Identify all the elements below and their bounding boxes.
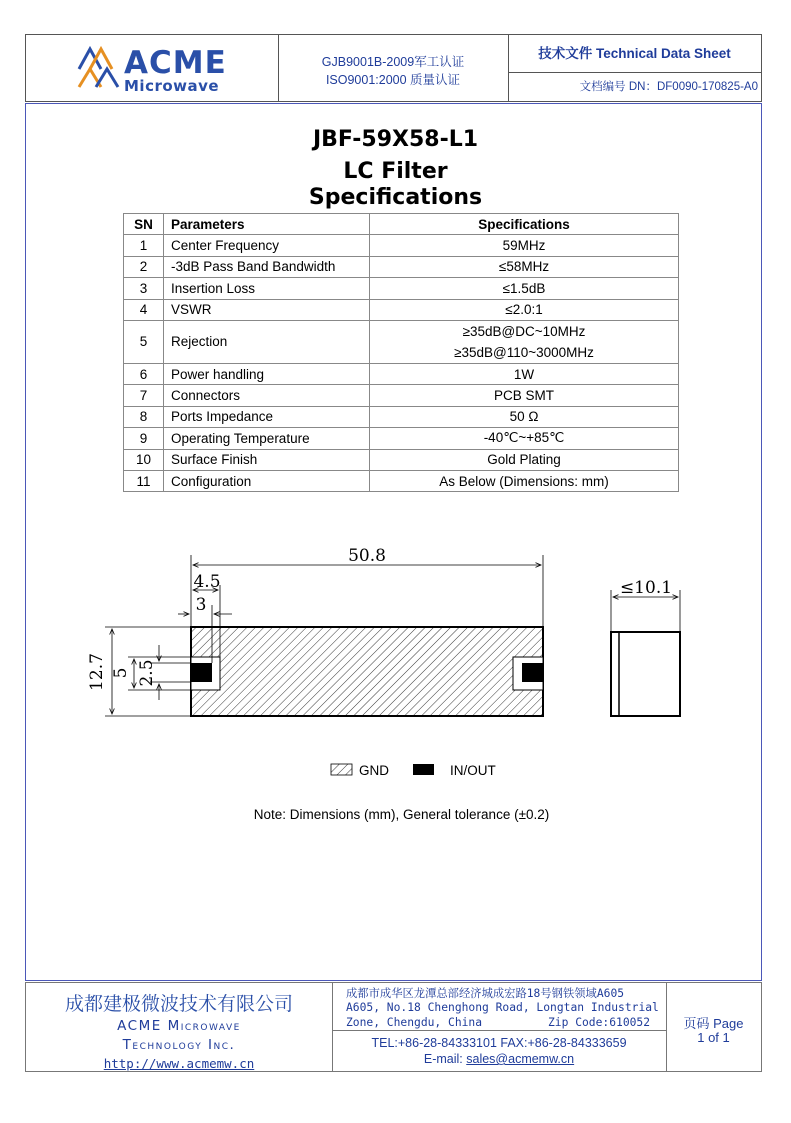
- dimension-drawing: [0, 530, 791, 790]
- row-param: Connectors: [164, 385, 370, 406]
- doc-number: 文档编号 DN：DF0090-170825-A0: [579, 81, 758, 93]
- legend-io-swatch: [413, 764, 434, 775]
- row-spec: 50 Ω: [370, 406, 679, 427]
- model-title: JBF-59X58-L1: [312, 127, 479, 152]
- table-row: [124, 278, 679, 299]
- dim-height-label: 12.7: [87, 653, 107, 691]
- tolerance-note: Note: Dimensions (mm), General tolerance (±0.2): [253, 807, 550, 822]
- dim-pad-span-label: 5: [111, 667, 131, 679]
- cert-iso: ISO9001:2000 质量认证: [325, 73, 461, 87]
- table-row: [124, 299, 679, 320]
- row-param: -3dB Pass Band Bandwidth: [164, 256, 370, 277]
- email-label: E-mail:: [423, 1052, 467, 1066]
- dim-depth-label: ≤10.1: [619, 578, 673, 598]
- table-row: [124, 406, 679, 427]
- row-sn: 4: [124, 299, 164, 320]
- row-spec: ≤58MHz: [370, 256, 679, 277]
- table-row: [124, 428, 679, 449]
- row-param: Insertion Loss: [164, 278, 370, 299]
- row-sn: 7: [124, 385, 164, 406]
- rejection-low: ≥35dB@DC~10MHz: [462, 323, 586, 339]
- dim-pad-height-label: 2.5: [137, 659, 157, 687]
- row-sn: 10: [124, 449, 164, 470]
- acme-logo-icon: [76, 41, 122, 95]
- filter-body: [191, 627, 543, 716]
- table-row: [124, 449, 679, 470]
- row-param: Rejection: [164, 320, 370, 363]
- row-spec: -40℃~+85℃: [370, 428, 679, 449]
- row-spec: ≤2.0:1: [370, 299, 679, 320]
- email-link[interactable]: sales@acmemw.cn: [466, 1052, 575, 1066]
- tel-fax: TEL:+86-28-84333101 FAX:+86-28-84333659: [371, 1036, 627, 1050]
- row-param: Configuration: [164, 470, 370, 491]
- row-sn: 5: [124, 320, 164, 363]
- row-spec: 59MHz: [370, 235, 679, 256]
- email-line: [332, 1052, 666, 1066]
- company-cell: [26, 983, 333, 1071]
- col-parameters: Parameters: [164, 214, 370, 235]
- dim-length-label: 50.8: [348, 546, 386, 566]
- legend-gnd-swatch: [331, 764, 352, 775]
- certifications: [278, 35, 509, 101]
- dim-pad-width-label: 3: [195, 595, 207, 615]
- table-row: [124, 235, 679, 256]
- logo-sub: Microwave: [124, 77, 220, 95]
- footer: [25, 982, 762, 1072]
- row-spec: Gold Plating: [370, 449, 679, 470]
- row-spec: PCB SMT: [370, 385, 679, 406]
- dim-pad-offset-label: 4.5: [193, 572, 221, 592]
- row-param: Ports Impedance: [164, 406, 370, 427]
- zip-code: Zip Code:610052: [548, 1016, 651, 1029]
- table-row: [124, 363, 679, 384]
- company-name-en-1: ACME Microwave: [117, 1018, 241, 1034]
- left-io-pad: [191, 663, 212, 682]
- row-param: Power handling: [164, 363, 370, 384]
- row-sn: 1: [124, 235, 164, 256]
- side-view: [611, 632, 680, 716]
- company-name-en-2: Technology Inc.: [122, 1037, 236, 1053]
- legend-gnd-label: GND: [359, 763, 389, 778]
- col-specifications: Specifications: [370, 214, 679, 235]
- legend-io-label: IN/OUT: [450, 763, 496, 778]
- row-sn: 8: [124, 406, 164, 427]
- row-param: Surface Finish: [164, 449, 370, 470]
- table-row: [124, 320, 679, 363]
- table-header-row: [124, 214, 679, 235]
- row-sn: 3: [124, 278, 164, 299]
- row-spec-multi: [370, 320, 679, 363]
- row-sn: 6: [124, 363, 164, 384]
- row-param: Operating Temperature: [164, 428, 370, 449]
- spec-heading: Specifications: [308, 185, 483, 210]
- header: [25, 34, 762, 102]
- row-param: Center Frequency: [164, 235, 370, 256]
- row-sn: 9: [124, 428, 164, 449]
- right-io-pad: [522, 663, 543, 682]
- table-row: [124, 470, 679, 491]
- logo-brand: ACME: [124, 45, 227, 81]
- logo-cell: [26, 35, 279, 101]
- row-sn: 2: [124, 256, 164, 277]
- address-cell: [332, 983, 667, 1071]
- table-row: [124, 385, 679, 406]
- page-cell: [666, 983, 761, 1071]
- website-link[interactable]: http://www.acmemw.cn: [103, 1056, 255, 1071]
- address-cn: 成都市成华区龙潭总部经济城成宏路18号钢铁领域A605: [346, 987, 625, 1000]
- address-en-2: Zone, Chengdu, China: [346, 1016, 483, 1029]
- product-title: LC Filter: [343, 159, 448, 184]
- row-spec: ≤1.5dB: [370, 278, 679, 299]
- rejection-high: ≥35dB@110~3000MHz: [454, 344, 594, 360]
- row-sn: 11: [124, 470, 164, 491]
- page-value: 1 of 1: [697, 1030, 730, 1045]
- col-sn: SN: [124, 214, 164, 235]
- cert-gjb: GJB9001B-2009军工认证: [321, 55, 465, 69]
- table-row: [124, 256, 679, 277]
- row-spec: 1W: [370, 363, 679, 384]
- doc-type: 技术文件 Technical Data Sheet: [508, 35, 761, 73]
- row-spec: As Below (Dimensions: mm): [370, 470, 679, 491]
- spec-table: [123, 213, 679, 492]
- company-name-cn: 成都建极微波技术有限公司: [64, 994, 293, 1015]
- doc-info: [508, 35, 761, 101]
- row-param: VSWR: [164, 299, 370, 320]
- page-label: 页码 Page: [683, 1016, 744, 1031]
- address-en-1: A605, No.18 Chenghong Road, Longtan Industrial: [346, 1001, 659, 1014]
